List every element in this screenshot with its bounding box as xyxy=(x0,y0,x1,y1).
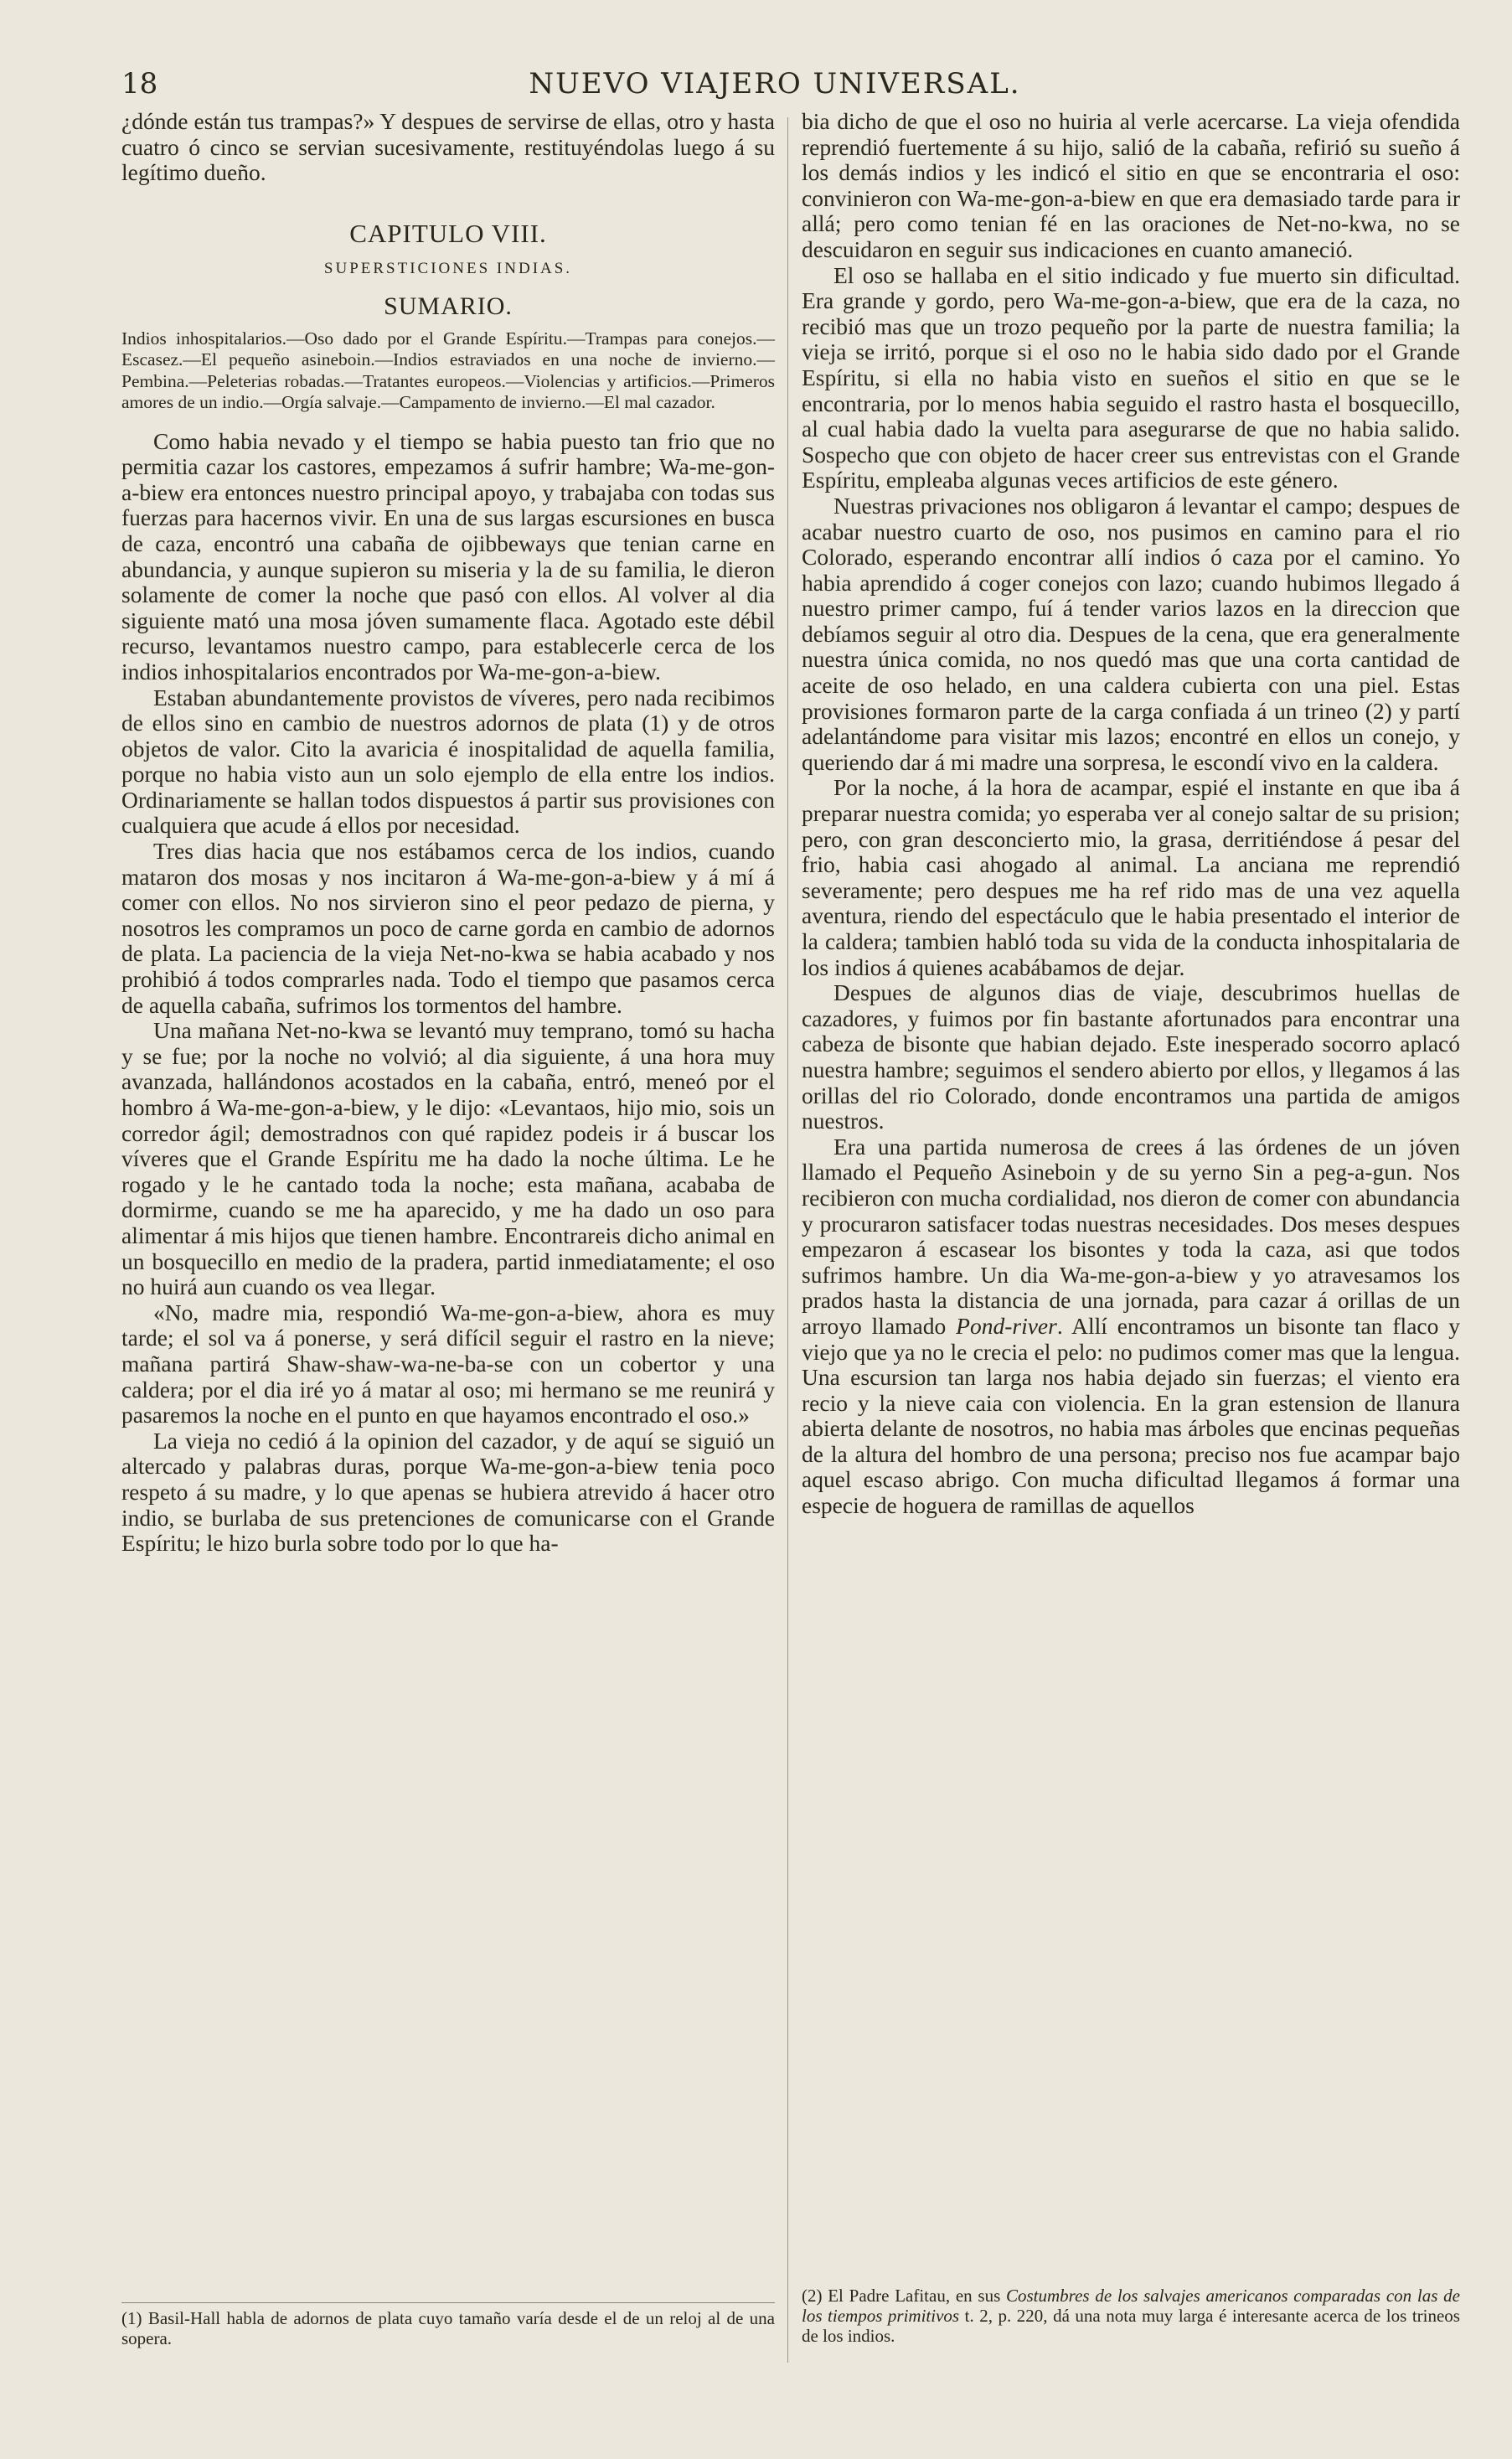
paragraph xyxy=(802,1134,1460,1519)
footnote-right xyxy=(802,2286,1460,2346)
left-column xyxy=(121,109,775,1557)
paragraph-text: Era una partida numerosa de crees á las órdenes de un jóven llamado el Pequeño Asineboin y de su yerno Sin a peg-a-gun. Nos recibieron con mucha cordialidad, nos dieron de comer con abundancia y procuraron satisfacer todas nuestras necesidades. Dos meses despues empezaron á escasear los bisontes y toda la caza, asi que todos sufrimos hambre. Un dia Wa-me-gon-a-biew y yo atravesamos los prados hasta la distancia de una jornada, para cazar á orillas de un arroyo llamado xyxy=(802,1133,1460,1339)
page-number: 18 xyxy=(121,67,158,101)
footnote-text: (1) Basil-Hall habla de adornos de plata cuyo tamaño varía desde el de un reloj al de una sopera. xyxy=(121,2308,775,2348)
page-header xyxy=(121,67,1428,109)
sumario-heading: SUMARIO. xyxy=(384,292,513,320)
column-divider xyxy=(787,117,788,2363)
paragraph: «No, madre mia, respondió Wa-me-gon-a-biew, ahora es muy tarde; el sol va á ponerse, y será difícil seguir el rastro en la nieve; mañana partirá Shaw-shaw-wa-ne-ba-se con un cobertor y una caldera; por el dia iré yo á matar al oso; mi hermano se me reunirá y pasaremos la noche en el punto en que hayamos encontrado el oso.» xyxy=(121,1299,775,1428)
paragraph: Estaban abundantemente provistos de víveres, pero nada recibimos de ellos sino en cambio de nuestros adornos de plata (1) y de otros objetos de valor. Cito la avaricia é inospitalidad de aquella familia, porque no habia visto aun un solo ejemplo de ella entre los indios. Ordinariamente se hallan todos dispuestos á partir sus provisiones con cualquiera que acude á ellos por necesidad. xyxy=(121,684,775,839)
chapter-subtitle: SUPERSTICIONES INDIAS. xyxy=(323,260,573,278)
book-title: Costumbres de los salvajes americanos comparadas con las de los tiempos primitivos xyxy=(802,2286,1460,2326)
paragraph: Despues de algunos dias de viaje, descubrimos huellas de cazadores, y fuimos por fin bastante afortunados para encontrar una cabeza de bisonte que habian dejado. Este inesperado socorro aplacó nuestra hambre; seguimos el sendero abierto por ellos, y llegamos á las orillas del rio Colorado, donde encontramos una partida de amigos nuestros. xyxy=(802,979,1460,1134)
paragraph: Como habia nevado y el tiempo se habia puesto tan frio que no permitia cazar los castores, empezamos á sufrir hambre; Wa-me-gon-a-biew era entonces nuestro principal apoyo, y trabajaba con todas sus fuerzas para hacernos vivir. En una de sus largas escursiones en busca de caza, encontró una cabaña de ojibbeways que tenian carne en abundancia, y aunque supieron su miseria y la de su familia, le dieron solamente de comer la noche que pasó con ellos. Al volver al dia siguiente mató una mosa jóven sumamente flaca. Agotado este débil recurso, levantamos nuestro campo, para establecerle cerca de los indios inhospitalarios encontrados por Wa-me-gon-a-biew. xyxy=(121,427,775,684)
right-column xyxy=(802,109,1460,1519)
paragraph: Tres dias hacia que nos estábamos cerca de los indios, cuando mataron dos mosas y nos incitaron á Wa-me-gon-a-biew y á mí á comer con ellos. No nos sirvieron sino el peor pedazo de pierna, y nosotros les compramos un poco de carne gorda en cambio de adornos de plata. La paciencia de la vieja Net-no-kwa se habia acabado y nos prohibió á todos comprarles nada. Todo el tiempo que pasamos cerca de aquella cabaña, sufrimos los tormentos del hambre. xyxy=(121,838,775,1018)
footnote-left xyxy=(121,2302,775,2348)
footnote-part: t. 2, p. 220, dá una nota muy larga é interesante acerca de los trineos de los indios. xyxy=(802,2306,1460,2346)
footnote-text xyxy=(802,2286,1460,2346)
sumario-text: Indios inhospitalarios.—Oso dado por el Grande Espíritu.—Trampas para conejos.—Escasez.—El pequeño asineboin.—Indios estraviados en una noche de invierno.—Pembina.—Peleterias robadas.—Tratantes europeos.—Violencias y artificios.—Primeros amores de un indio.—Orgía salvaje.—Campamento de invierno.—El mal cazador. xyxy=(121,328,775,413)
intro-paragraph: ¿dónde están tus trampas?» Y despues de servirse de ellas, otro y hasta cuatro ó cinco se servian sucesivamente, restituyéndolas luego á su legítimo dueño. xyxy=(121,108,775,186)
river-name: Pond-river xyxy=(956,1312,1057,1339)
chapter-title: CAPITULO VIII. xyxy=(349,218,547,248)
paragraph-text: . Allí encontramos un bisonte tan flaco y viejo que ya no le crecia el pelo: no pudimos comer mas que la lengua. Una escursion tan larga nos habia dejado sin fuerzas; el viento era recio y la nieve caia con violencia. En la gran estension de llanura abierta delante de nosotros, no habia mas árboles que encinas pequeñas de la altura del hombro de una persona; preciso nos fue acampar bajo aquel escaso abrigo. Con mucha dificultad llegamos á formar una especie de hoguera de ramillas de aquellos xyxy=(802,1312,1461,1519)
running-title: NUEVO VIAJERO UNIVERSAL. xyxy=(529,67,1021,101)
paragraph: Nuestras privaciones nos obligaron á levantar el campo; despues de acabar nuestro cuarto de oso, nos pusimos en camino para el rio Colorado, esperando encontrar allí indios ó caza por el camino. Yo habia aprendido á coger conejos con lazo; cuando hubimos llegado á nuestro primer campo, fuí á tender varios lazos en la direccion que debíamos seguir al otro dia. Despues de la cena, que era generalmente nuestra única comida, no nos quedó mas que una corta cantidad de aceite de oso helado, en una caldera cubierta con una piel. Estas provisiones formaron parte de la carga confiada á un trineo (2) y partí adelantándome para visitar mis lazos; encontré en ellos un conejo, y queriendo dar á mi madre una sorpresa, le escondí vivo en la caldera. xyxy=(802,492,1460,775)
paragraph: El oso se hallaba en el sitio indicado y fue muerto sin dificultad. Era grande y gordo, pero Wa-me-gon-a-biew, que era de la caza, no recibió mas que un trozo pequeño por la parte de nuestra familia; la vieja se irritó, porque si el oso no le habia sido dado por el Grande Espíritu, si ella no habia visto en sueños el sitio en que se le encontraria, por lo menos habia seguido el rastro hasta el bosquecillo, al cual habia dado la vuelta para asegurarse de que no habia salido. Sospecho que con objeto de hacer creer sus entrevistas con el Grande Espíritu, empleaba algunas veces artificios de este género. xyxy=(802,261,1460,493)
paragraph: bia dicho de que el oso no huiria al verle acercarse. La vieja ofendida reprendió fuertemente á su hijo, salió de la cabaña, refirió su sueño á los demás indios y les indicó el sitio en que se encontraria el oso: convinieron con Wa-me-gon-a-biew en que era demasiado tarde para ir allá; pero como tenian fé en las oraciones de Net-no-kwa, no se descuidaron en seguir sus indicaciones en cuanto amaneció. xyxy=(802,108,1460,262)
footnote-part: (2) El Padre Lafitau, en sus xyxy=(802,2286,1006,2306)
paragraph: La vieja no cedió á la opinion del cazador, y de aquí se siguió un altercado y palabras duras, porque Wa-me-gon-a-biew tenia poco respeto á su madre, y lo que apenas se hubiera atrevido á hacer otro indio, se burlaba de sus pretenciones de comunicarse con el Grande Espíritu; le hizo burla sobre todo por lo que ha- xyxy=(121,1427,775,1557)
paragraph: Por la noche, á la hora de acampar, espié el instante en que iba á preparar nuestra comida; yo esperaba ver al conejo saltar de su prision; pero, con gran desconcierto mio, la grasa, derritiéndose á pesar del frio, habia casi ahogado al animal. La anciana me reprendió severamente; pero despues me ha ref rido mas de una vez aquella aventura, riendo del espectáculo que le habia presentado el interior de la caldera; tambien habló toda su vida de la conducta inhospitalaria de los indios á quienes acabábamos de dejar. xyxy=(802,774,1460,980)
paragraph: Una mañana Net-no-kwa se levantó muy temprano, tomó su hacha y se fue; por la noche no volvió; al dia siguiente, á una hora muy avanzada, hallándonos acostados en la cabaña, entró, meneó por el hombro á Wa-me-gon-a-biew, y le dijo: «Levantaos, hijo mio, sois un corredor ágil; demostradnos con qué rapidez podeis ir á buscar los víveres que el Grande Espíritu me ha dado la noche última. Le he rogado y le he cantado toda la noche; esta mañana, acababa de dormirme, cuando se me ha aparecido, y me ha dado un oso para alimentar á mis hijos que tienen hambre. Encontrareis dicho animal en un bosquecillo en medio de la pradera, partid inmediatamente; el oso no huirá aun cuando os vea llegar. xyxy=(121,1017,775,1300)
